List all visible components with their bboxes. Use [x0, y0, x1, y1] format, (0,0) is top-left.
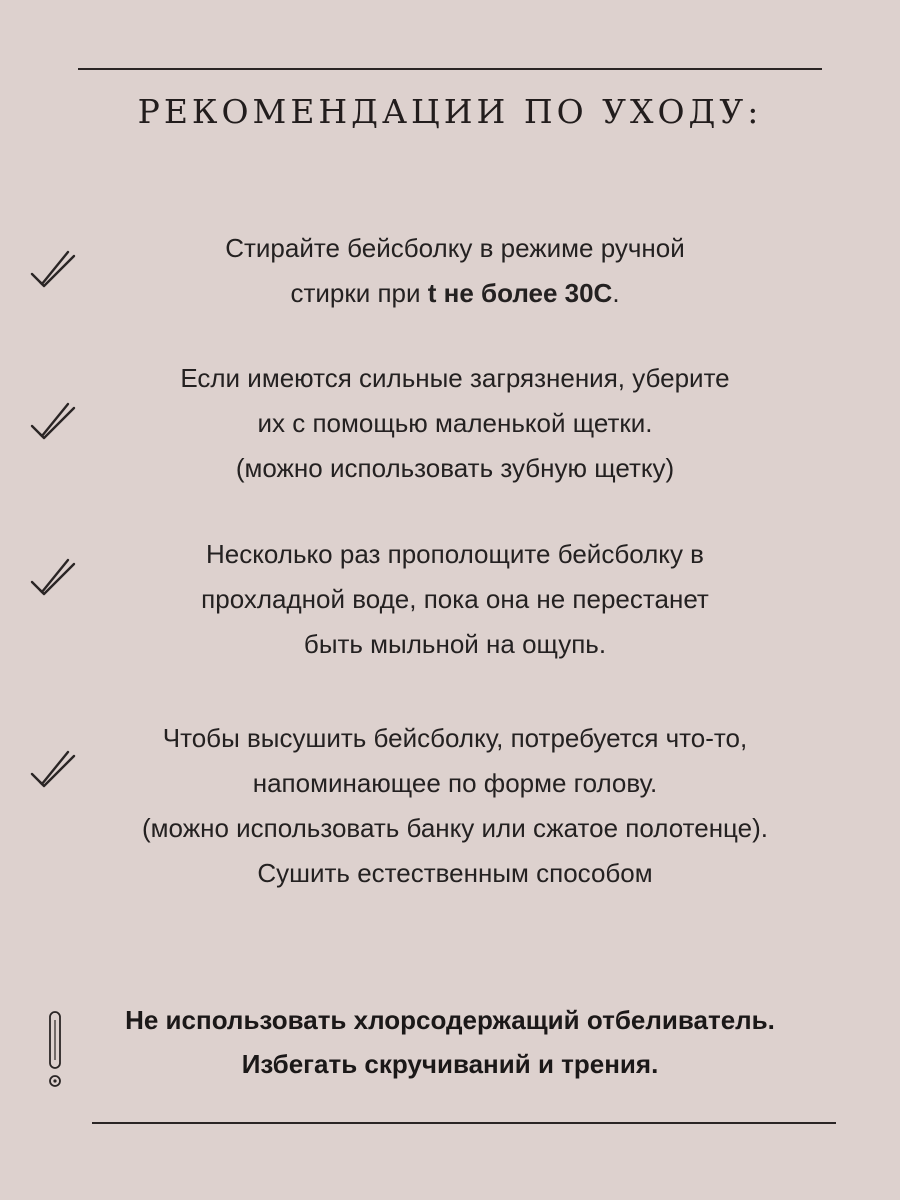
double-check-icon: [28, 748, 78, 792]
double-check-icon: [28, 400, 78, 444]
care-item-2-line-3: (можно использовать зубную щетку): [235, 453, 675, 483]
care-item-2-line-1: Если имеются сильные загрязнения, уберите: [180, 363, 730, 393]
temperature-limit: t не более 30С: [427, 278, 613, 308]
double-check-icon: [28, 248, 78, 292]
care-item-1-line-2-prefix: стирки при: [290, 278, 428, 308]
care-item-4-line-3: (можно использовать банку или сжатое полотенце).: [142, 813, 768, 843]
warning-notice: [50, 998, 850, 1086]
page-title: РЕКОМЕНДАЦИИ ПО УХОДУ:: [137, 92, 763, 131]
double-check-icon: [28, 556, 78, 600]
care-item-2-line-2: их с помощью маленькой щетки.: [257, 408, 653, 438]
care-item-3-line-2: прохладной воде, пока она не перестанет: [201, 584, 709, 614]
care-item-4-line-2: напоминающее по форме голову.: [252, 768, 658, 798]
care-item-1-line-2-suffix: .: [612, 278, 620, 308]
care-item-1-line-2: [90, 271, 820, 316]
warning-line-2: Избегать скручиваний и трения.: [241, 1049, 659, 1079]
care-item-4-line-1: Чтобы высушить бейсболку, потребуется что-то,: [162, 723, 748, 753]
care-item-3-line-3: быть мыльной на ощупь.: [303, 629, 607, 659]
care-item-4-line-4: Сушить естественным способом: [257, 858, 653, 888]
top-divider: [78, 68, 822, 70]
warning-line-1: Не использовать хлорсодержащий отбеливатель.: [125, 1005, 775, 1035]
bottom-divider: [92, 1122, 836, 1124]
care-item-3-line-1: Несколько раз прополощите бейсболку в: [206, 539, 704, 569]
care-item-1-line-1: Стирайте бейсболку в режиме ручной: [225, 233, 685, 263]
